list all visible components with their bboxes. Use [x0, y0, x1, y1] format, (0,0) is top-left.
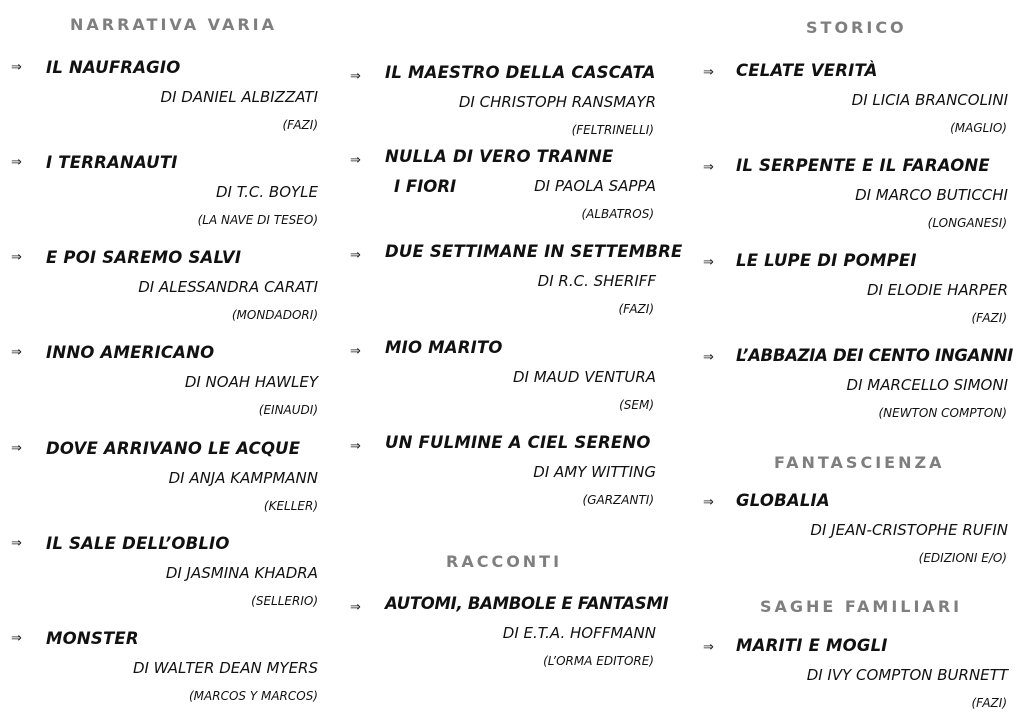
book-publisher: (FAZI)	[971, 696, 1007, 710]
book-author: DI IVY COMPTON BURNETT	[806, 666, 1008, 684]
arrow-right-icon: ⇒	[703, 640, 714, 655]
book-publisher: (MAGLIO)	[950, 121, 1007, 135]
book-publisher: (NEWTON COMPTON)	[878, 406, 1007, 420]
arrow-right-icon: ⇒	[350, 248, 361, 263]
arrow-right-icon: ⇒	[11, 155, 22, 170]
book-author: DI AMY WITTING	[533, 463, 656, 481]
book-author: DI DANIEL ALBIZZATI	[160, 88, 318, 106]
section-heading-fantascienza: FANTASCIENZA	[774, 453, 945, 472]
book-publisher: (SELLERIO)	[251, 594, 318, 608]
arrow-right-icon: ⇒	[11, 536, 22, 551]
book-author: DI NOAH HAWLEY	[184, 373, 318, 391]
book-title: NULLA DI VERO TRANNE	[385, 147, 614, 166]
book-publisher: (SEM)	[619, 398, 654, 412]
book-title: MARITI E MOGLI	[736, 636, 888, 655]
book-title: INNO AMERICANO	[46, 343, 215, 362]
arrow-right-icon: ⇒	[703, 495, 714, 510]
book-author: DI ELODIE HARPER	[866, 281, 1008, 299]
book-publisher: (GARZANTI)	[582, 493, 654, 507]
arrow-right-icon: ⇒	[350, 153, 361, 168]
arrow-right-icon: ⇒	[11, 345, 22, 360]
book-publisher: (FAZI)	[282, 118, 318, 132]
book-author: DI JASMINA KHADRA	[165, 564, 318, 582]
arrow-right-icon: ⇒	[11, 441, 22, 456]
book-publisher: (ALBATROS)	[581, 207, 654, 221]
book-author: DI MARCO BUTICCHI	[855, 186, 1008, 204]
book-title: IL SALE DELL’OBLIO	[46, 534, 230, 553]
section-heading-racconti: RACCONTI	[446, 552, 563, 571]
book-publisher: (MONDADORI)	[231, 308, 318, 322]
book-author: DI MARCELLO SIMONI	[846, 376, 1008, 394]
book-publisher: (FELTRINELLI)	[571, 123, 654, 137]
book-author: DI WALTER DEAN MYERS	[132, 659, 318, 677]
book-title: DOVE ARRIVANO LE ACQUE	[46, 439, 301, 458]
book-publisher: (EDIZIONI E/O)	[918, 551, 1007, 565]
arrow-right-icon: ⇒	[11, 250, 22, 265]
book-author: DI ALESSANDRA CARATI	[138, 278, 318, 296]
book-title: CELATE VERITÀ	[736, 61, 878, 80]
arrow-right-icon: ⇒	[350, 69, 361, 84]
book-publisher: (FAZI)	[971, 311, 1007, 325]
book-publisher: (LA NAVE DI TESEO)	[197, 213, 318, 227]
book-author: DI LICIA BRANCOLINI	[851, 91, 1008, 109]
arrow-right-icon: ⇒	[703, 160, 714, 175]
book-title: DUE SETTIMANE IN SETTEMBRE	[385, 242, 683, 261]
arrow-right-icon: ⇒	[350, 344, 361, 359]
section-heading-storico: STORICO	[806, 18, 907, 37]
book-author: DI E.T.A. HOFFMANN	[502, 624, 656, 642]
arrow-right-icon: ⇒	[703, 65, 714, 80]
book-title: MONSTER	[46, 629, 139, 648]
book-title: IL MAESTRO DELLA CASCATA	[385, 63, 656, 82]
book-title: IL SERPENTE E IL FARAONE	[736, 156, 990, 175]
book-author: DI MAUD VENTURA	[512, 368, 656, 386]
book-author: DI ANJA KAMPMANN	[168, 469, 318, 487]
arrow-right-icon: ⇒	[703, 255, 714, 270]
book-author: DI T.C. BOYLE	[216, 183, 318, 201]
book-title: L’ABBAZIA DEI CENTO INGANNI	[736, 346, 1013, 365]
section-heading-narrativa-varia: NARRATIVA VARIA	[70, 15, 278, 34]
book-title: E POI SAREMO SALVI	[46, 248, 242, 267]
book-title: MIO MARITO	[385, 338, 503, 357]
book-author: DI CHRISTOPH RANSMAYR	[458, 93, 656, 111]
book-publisher: (LONGANESI)	[927, 216, 1007, 230]
book-publisher: (KELLER)	[263, 499, 318, 513]
book-author: DI R.C. SHERIFF	[537, 272, 656, 290]
section-heading-saghe-familiari: SAGHE FAMILIARI	[760, 597, 963, 616]
book-title: IL NAUFRAGIO	[46, 58, 181, 77]
book-publisher: (EINAUDI)	[258, 403, 318, 417]
book-title: GLOBALIA	[736, 491, 830, 510]
book-author: DI JEAN-CRISTOPHE RUFIN	[810, 521, 1008, 539]
arrow-right-icon: ⇒	[11, 60, 22, 75]
book-title: I TERRANAUTI	[46, 153, 178, 172]
book-publisher: (MARCOS Y MARCOS)	[188, 689, 318, 703]
arrow-right-icon: ⇒	[11, 631, 22, 646]
book-title-line2: I FIORI	[394, 177, 457, 196]
book-title: LE LUPE DI POMPEI	[736, 251, 917, 270]
book-publisher: (L’ORMA EDITORE)	[543, 654, 654, 668]
arrow-right-icon: ⇒	[350, 439, 361, 454]
book-author: DI PAOLA SAPPA	[534, 177, 656, 195]
book-publisher: (FAZI)	[618, 302, 654, 316]
book-title: UN FULMINE A CIEL SERENO	[385, 433, 651, 452]
arrow-right-icon: ⇒	[703, 350, 714, 365]
arrow-right-icon: ⇒	[350, 600, 361, 615]
book-title: AUTOMI, BAMBOLE E FANTASMI	[385, 594, 669, 613]
